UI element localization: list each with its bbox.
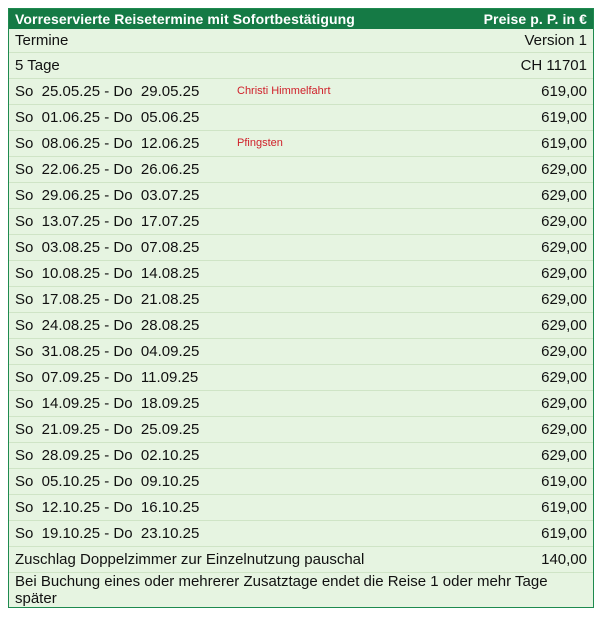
date-range: So 19.10.25 - Do 23.10.25 bbox=[15, 525, 200, 542]
termine-label: Termine bbox=[15, 32, 69, 49]
date-price: 619,00 bbox=[541, 109, 587, 126]
date-price: 619,00 bbox=[541, 499, 587, 516]
date-range: So 03.08.25 - Do 07.08.25 bbox=[15, 239, 200, 256]
date-row bbox=[9, 105, 593, 131]
price-unit-label: Preise p. P. in € bbox=[483, 11, 587, 27]
date-row bbox=[9, 339, 593, 365]
date-range: So 28.09.25 - Do 02.10.25 bbox=[15, 447, 200, 464]
date-row bbox=[9, 183, 593, 209]
date-row bbox=[9, 313, 593, 339]
surcharge-row bbox=[9, 547, 593, 573]
date-price: 629,00 bbox=[541, 213, 587, 230]
date-row bbox=[9, 391, 593, 417]
date-range: So 10.08.25 - Do 14.08.25 bbox=[15, 265, 200, 282]
date-list bbox=[9, 79, 593, 547]
date-row bbox=[9, 417, 593, 443]
price-table bbox=[8, 8, 594, 608]
date-row bbox=[9, 235, 593, 261]
date-row bbox=[9, 365, 593, 391]
date-row bbox=[9, 469, 593, 495]
date-row bbox=[9, 157, 593, 183]
table-header bbox=[9, 9, 593, 29]
holiday-note: Christi Himmelfahrt bbox=[237, 85, 331, 97]
date-price: 629,00 bbox=[541, 239, 587, 256]
date-range: So 05.10.25 - Do 09.10.25 bbox=[15, 473, 200, 490]
date-range: So 01.06.25 - Do 05.06.25 bbox=[15, 109, 200, 126]
date-price: 619,00 bbox=[541, 135, 587, 152]
date-price: 619,00 bbox=[541, 473, 587, 490]
date-range: So 12.10.25 - Do 16.10.25 bbox=[15, 499, 200, 516]
surcharge-label: Zuschlag Doppelzimmer zur Einzelnutzung pauschal bbox=[15, 551, 365, 568]
date-range: So 31.08.25 - Do 04.09.25 bbox=[15, 343, 200, 360]
date-price: 629,00 bbox=[541, 421, 587, 438]
date-price: 629,00 bbox=[541, 317, 587, 334]
date-row bbox=[9, 261, 593, 287]
date-row bbox=[9, 443, 593, 469]
date-range: So 25.05.25 - Do 29.05.25 bbox=[15, 83, 200, 100]
holiday-note: Pfingsten bbox=[237, 137, 283, 149]
date-range: So 07.09.25 - Do 11.09.25 bbox=[15, 369, 199, 386]
version-label: Version 1 bbox=[524, 32, 587, 49]
table-title: Vorreservierte Reisetermine mit Sofortbestätigung bbox=[15, 11, 355, 27]
footer-note: Bei Buchung eines oder mehrerer Zusatztage endet die Reise 1 oder mehr Tage später bbox=[15, 573, 548, 607]
trip-code: CH 11701 bbox=[520, 57, 587, 74]
date-row bbox=[9, 495, 593, 521]
date-range: So 21.09.25 - Do 25.09.25 bbox=[15, 421, 200, 438]
date-price: 619,00 bbox=[541, 83, 587, 100]
date-price: 629,00 bbox=[541, 291, 587, 308]
date-row bbox=[9, 79, 593, 105]
date-range: So 17.08.25 - Do 21.08.25 bbox=[15, 291, 200, 308]
date-range: So 29.06.25 - Do 03.07.25 bbox=[15, 187, 200, 204]
date-range: So 13.07.25 - Do 17.07.25 bbox=[15, 213, 200, 230]
date-price: 629,00 bbox=[541, 187, 587, 204]
date-row bbox=[9, 287, 593, 313]
termine-row bbox=[9, 29, 593, 53]
date-range: So 22.06.25 - Do 26.06.25 bbox=[15, 161, 200, 178]
date-row bbox=[9, 209, 593, 235]
surcharge-price: 140,00 bbox=[541, 551, 587, 568]
date-row bbox=[9, 131, 593, 157]
date-price: 629,00 bbox=[541, 265, 587, 282]
date-price: 619,00 bbox=[541, 525, 587, 542]
date-price: 629,00 bbox=[541, 447, 587, 464]
date-price: 629,00 bbox=[541, 161, 587, 178]
date-price: 629,00 bbox=[541, 395, 587, 412]
duration-label: 5 Tage bbox=[15, 57, 60, 74]
date-range: So 14.09.25 - Do 18.09.25 bbox=[15, 395, 200, 412]
date-price: 629,00 bbox=[541, 343, 587, 360]
duration-row bbox=[9, 53, 593, 79]
date-range: So 24.08.25 - Do 28.08.25 bbox=[15, 317, 200, 334]
date-range: So 08.06.25 - Do 12.06.25 bbox=[15, 135, 200, 152]
date-price: 629,00 bbox=[541, 369, 587, 386]
date-row bbox=[9, 521, 593, 547]
